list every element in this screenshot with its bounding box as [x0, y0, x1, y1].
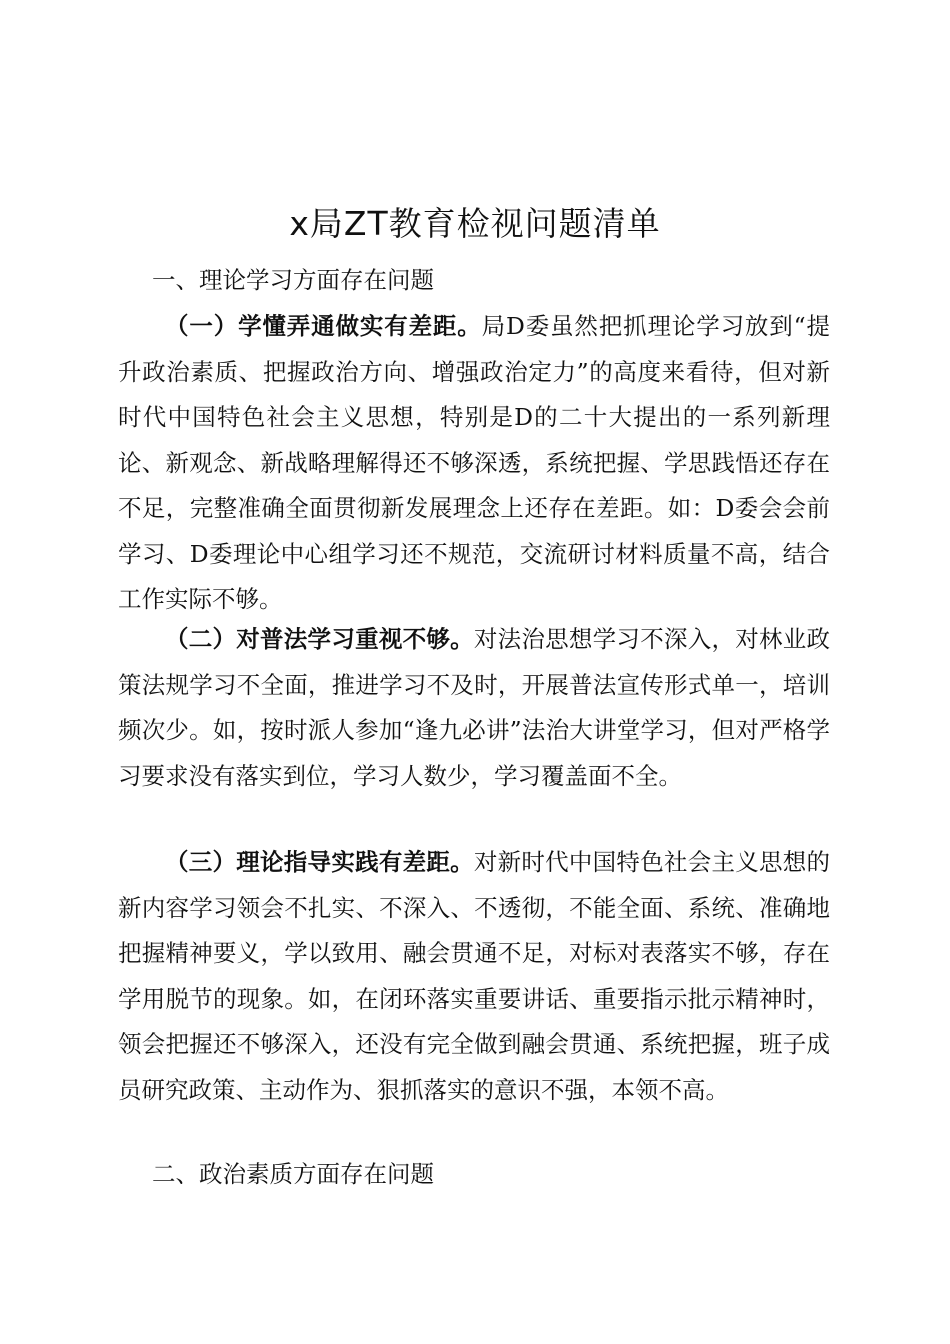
paragraph-lead-1: （一）学懂弄通做实有差距。 [165, 312, 482, 340]
paragraph-item-3 [118, 840, 830, 1113]
paragraph-item-1 [118, 304, 830, 623]
paragraph-item-2 [118, 617, 830, 799]
section-heading-theory-study: 一、理论学习方面存在问题 [152, 266, 434, 294]
document-title: x局ZT教育检视问题清单 [289, 204, 661, 243]
paragraph-body-1: 局D委虽然把抓理论学习放到“提升政治素质、把握政治方向、增强政治定力”的高度来看待，但对新时代中国特色社会主义思想，特别是D的二十大提出的一系列新理论、新观念、新战略理解得还不够深透，系统把握、学思践悟还存在不足，完整准确全面贯彻新发展理念上还存在差距。如：D委会会前学习、D委理论中心组学习还不规范，交流研讨材料质量不高，结合工作实际不够。 [118, 312, 831, 613]
paragraph-body-3: 对新时代中国特色社会主义思想的新内容学习领会不扎实、不深入、不透彻，不能全面、系统、准确地把握精神要义，学以致用、融会贯通不足，对标对表落实不够，存在学用脱节的现象。如，在闭环落实重要讲话、重要指示批示精神时，领会把握还不够深入，还没有完全做到融会贯通、系统把握，班子成员研究政策、主动作为、狠抓落实的意识不强，本领不高。 [118, 848, 831, 1104]
paragraph-body-2: 对法治思想学习不深入，对林业政策法规学习不全面，推进学习不及时，开展普法宣传形式单一，培训频次少。如，按时派人参加“逢九必讲”法治大讲堂学习，但对严格学习要求没有落实到位，学习人数少，学习覆盖面不全。 [118, 625, 831, 790]
section-heading-political-quality: 二、政治素质方面存在问题 [152, 1160, 434, 1188]
paragraph-lead-2: （二）对普法学习重视不够。 [165, 625, 474, 653]
paragraph-lead-3: （三）理论指导实践有差距。 [165, 848, 474, 876]
